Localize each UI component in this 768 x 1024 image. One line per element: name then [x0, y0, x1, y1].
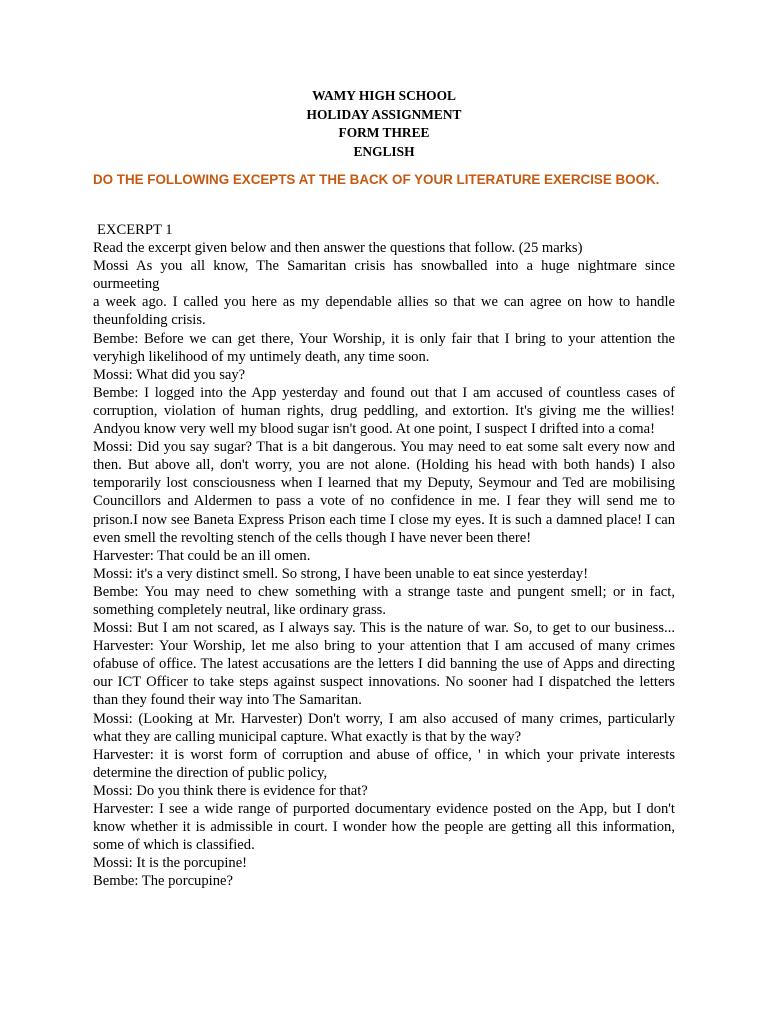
subject-name: ENGLISH	[353, 143, 415, 159]
form-level: FORM THREE	[338, 125, 430, 140]
paragraph: a week ago. I called you here as my dependable allies so that we can agree on how to handle theunfolding crisis.	[93, 294, 675, 329]
paragraph: Harvester: I see a wide range of purported documentary evidence posted on the App, but I don't know whether it is admissible in court. I wonder how the people are getting all this information, some of which is classified.	[93, 801, 675, 854]
school-name: WAMY HIGH SCHOOL	[312, 88, 456, 103]
excerpt-title: EXCERPT 1	[97, 222, 173, 238]
paragraph: Bembe: Before we can get there, Your Worship, it is only fair that I bring to your attention the veryhigh likelihood of my untimely death, any time soon.	[93, 330, 675, 365]
assignment-title: HOLIDAY ASSIGNMENT	[306, 106, 462, 122]
paragraph: Mossi: Do you think there is evidence for that?	[93, 782, 368, 799]
paragraph: Mossi As you all know, The Samaritan crisis has snowballed into a huge nightmare since ourmeeting	[93, 258, 675, 293]
paragraph: Bembe: You may need to chew something with a strange taste and pungent smell; or in fact, something completely neutral, like ordinary grass.	[93, 583, 675, 618]
paragraph: Mossi: (Looking at Mr. Harvester) Don't worry, I am also accused of many crimes, particularly what they are calling municipal capture. What exactly is that by the way?	[93, 710, 675, 745]
paragraph: Bembe: I logged into the App yesterday and found out that I am accused of countless cases of corruption, violation of human rights, drug peddling, and extortion. It's giving me the willies! Andyou know very well my blood sugar isn't good. At one point, I suspect I drifted into a coma!	[93, 384, 675, 438]
paragraph: Read the excerpt given below and then answer the questions that follow. (25 marks)	[93, 240, 583, 257]
paragraph: Mossi: What did you say?	[93, 366, 246, 383]
paragraph: Harvester: it is worst form of corruption and abuse of office, ' in which your private interests determine the direction of public policy,	[93, 746, 675, 781]
paragraph: Harvester: That could be an ill omen.	[93, 547, 311, 564]
document-header	[0, 87, 768, 161]
assignment-instruction: DO THE FOLLOWING EXCEPTS AT THE BACK OF YOUR LITERATURE EXERCISE BOOK.	[93, 172, 660, 187]
paragraph: Mossi: it's a very distinct smell. So strong, I have been unable to eat since yesterday!	[93, 565, 589, 582]
paragraph: Bembe: The porcupine?	[93, 873, 233, 890]
paragraph: Mossi: But I am not scared, as I always say. This is the nature of war. So, to get to our business... Harvester: Your Worship, let me also bring to your attention that I am accused of many crimes ofabuse of office. The latest accusations are the letters I did banning the use of Apps and directing our ICT Officer to take steps against suspect innovations. No sooner had I dispatched the letters than they found their way into The Samaritan.	[93, 620, 675, 709]
paragraph: Mossi: Did you say sugar? That is a bit dangerous. You may need to eat some salt every now and then. But above all, don't worry, you are not alone. (Holding his head with both hands) I also temporarily lost consciousness when I learned that my Deputy, Seymour and Ted are mobilising Councillors and Aldermen to pass a vote of no confidence in me. I fear they will send me to prison.I now see Baneta Express Prison each time I close my eyes. It is such a damned place! I can even smell the revolting stench of the cells though I have never been there!	[93, 439, 675, 546]
excerpt-body	[93, 221, 675, 890]
paragraph: Mossi: It is the porcupine!	[93, 855, 248, 872]
